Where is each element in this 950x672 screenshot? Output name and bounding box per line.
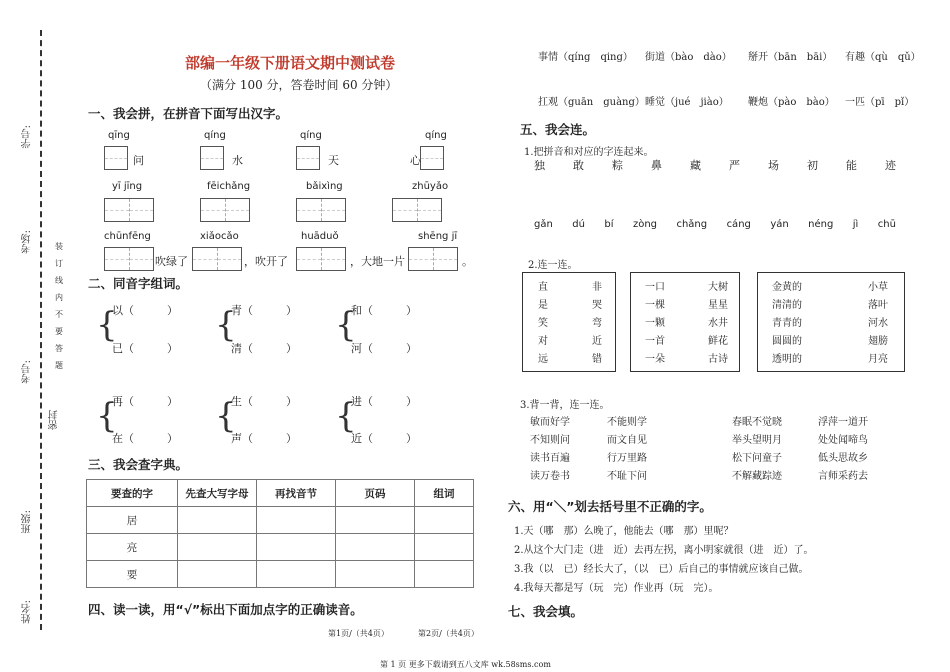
pinyin: fēichǎng xyxy=(207,181,251,192)
given-char: 水 xyxy=(232,154,243,167)
given-char: 天 xyxy=(328,154,339,167)
word-pair: 青（ ） xyxy=(231,304,297,317)
brace: { xyxy=(215,305,237,345)
writing-box[interactable] xyxy=(192,247,242,271)
pinyin: chūnfēng xyxy=(104,231,151,242)
pinyin: huādu​ǒ xyxy=(301,231,339,242)
given-char: 心 xyxy=(410,154,421,167)
answer-cell[interactable] xyxy=(336,507,415,534)
question-text: 3.背一背，连一连。 xyxy=(520,400,610,411)
reading-item: 睡觉（jué jiào） xyxy=(645,97,729,108)
question-text: 2.连一连。 xyxy=(528,260,578,271)
section-5-title: 五、我会连。 xyxy=(520,122,596,137)
poem-left: 春眠不觉晓 举头望明月 松下问童子 不解藏踪迹 xyxy=(732,417,782,482)
seal-label: 密封 xyxy=(49,410,60,430)
writing-box[interactable] xyxy=(392,198,442,222)
word-pair: 和（ ） xyxy=(351,304,417,317)
page-subtitle: （满分 100 分，答卷时间 60 分钟） xyxy=(200,78,398,92)
writing-box[interactable] xyxy=(408,247,458,271)
s6-items: 1.天（哪 那）么晚了，他能去（哪 那）里呢？ 2.从这个大门走（进 近）去再左拐，离小明家就很（进 近）了。 3.我（以 已）经长大了，（以 已）后自己的事情就应该自己做。 4.我每天都是写（玩 完）作业再（玩 完）。 xyxy=(514,526,814,594)
table-row: 亮 xyxy=(87,534,178,561)
writing-box[interactable] xyxy=(104,247,154,271)
writing-box[interactable] xyxy=(296,247,346,271)
word-pair: 生（ ） xyxy=(231,395,297,408)
proverb-right: 不能则学 而文自见 行万里路 不耻下问 xyxy=(607,417,647,482)
answer-cell[interactable] xyxy=(336,534,415,561)
box1-left: 直 是 笑 对 远 xyxy=(538,282,548,365)
word-pair: 已（ ） xyxy=(112,342,178,355)
brace: { xyxy=(335,305,357,345)
answer-cell[interactable] xyxy=(178,507,257,534)
sentence-text: 吹绿了 xyxy=(155,255,188,268)
class-label: 班级: xyxy=(22,510,33,534)
section-6-title: 六、用“＼”划去括号里不正确的字。 xyxy=(508,499,712,514)
page-number-2: 第2页/（共4页） xyxy=(418,629,479,638)
seal-warning: 装 订 线 内 不 要 答 题 xyxy=(55,242,63,370)
section-4-title: 四、读一读，用“√”标出下面加点字的正确读音。 xyxy=(88,602,363,617)
exam-number-label: 考号: xyxy=(22,360,33,384)
reading-item: 扛观（guān guàng） xyxy=(538,97,645,108)
pinyin-row: gǎn dú bí zòng chǎng cáng yán néng jì chū xyxy=(534,219,896,230)
pinyin: yī jīng xyxy=(112,181,143,192)
answer-cell[interactable] xyxy=(257,507,336,534)
name-label: 姓名: xyxy=(22,600,33,624)
pinyin: shēng jī xyxy=(418,231,458,242)
box2-left: 一口 一棵 一颗 一首 一朵 xyxy=(645,282,665,365)
table-header: 先查大写字母 xyxy=(178,480,257,507)
box3-right: 小草 落叶 河水 翅膀 月亮 xyxy=(868,282,888,365)
table-row: 居 xyxy=(87,507,178,534)
writing-box[interactable] xyxy=(104,146,128,170)
student-id-label: 学号: xyxy=(22,125,33,149)
writing-box[interactable] xyxy=(200,198,250,222)
pinyin: qíng xyxy=(300,130,322,141)
word-pair: 近（ ） xyxy=(351,432,417,445)
exam-room-label: 考场: xyxy=(22,230,33,254)
char-row: 独 敢 粽 鼻 藏 严 场 初 能 迹 xyxy=(534,159,896,172)
given-char: 问 xyxy=(133,154,144,167)
brace: { xyxy=(215,396,237,436)
download-footer: 第 1 页 更多下载请到五八文库 wk.58sms.com xyxy=(380,660,551,669)
word-pair: 再（ ） xyxy=(112,395,178,408)
answer-cell[interactable] xyxy=(336,561,415,588)
binding-line xyxy=(40,30,42,630)
table-header: 页码 xyxy=(336,480,415,507)
dictionary-table xyxy=(86,479,474,588)
reading-item: 有趣（qù qǔ） xyxy=(845,52,921,63)
question-text: 1.把拼音和对应的字连起来。 xyxy=(524,147,654,158)
brace: { xyxy=(335,396,357,436)
pinyin: bǎixìng xyxy=(306,181,343,192)
table-header: 要查的字 xyxy=(87,480,178,507)
pinyin: xiǎocǎo xyxy=(200,231,239,242)
section-2-title: 二、同音字组词。 xyxy=(88,276,189,291)
table-header: 再找音节 xyxy=(257,480,336,507)
answer-cell[interactable] xyxy=(257,561,336,588)
pinyin: qíng xyxy=(204,130,226,141)
sentence-text: ，吹开了 xyxy=(244,255,288,268)
reading-item: 事情（qíng qing） xyxy=(538,52,633,63)
writing-box[interactable] xyxy=(420,146,444,170)
writing-box[interactable] xyxy=(296,198,346,222)
sentence-text: ，大地一片 xyxy=(350,255,405,268)
reading-item: 一匹（pī pǐ） xyxy=(845,97,915,108)
word-pair: 以（ ） xyxy=(112,304,178,317)
word-pair: 清（ ） xyxy=(231,342,297,355)
pinyin: qíng xyxy=(425,130,447,141)
reading-item: 掰开（bān bāi） xyxy=(748,52,833,63)
word-pair: 声（ ） xyxy=(231,432,297,445)
proverb-left: 敏而好学 不知则问 读书百遍 读万卷书 xyxy=(530,417,570,482)
pinyin: zhūyǎo xyxy=(412,181,449,192)
pinyin: qīng xyxy=(108,130,130,141)
answer-cell[interactable] xyxy=(415,507,474,534)
page-number-1: 第1页/（共4页） xyxy=(328,629,389,638)
answer-cell[interactable] xyxy=(415,534,474,561)
page-title: 部编一年级下册语文期中测试卷 xyxy=(185,54,396,72)
word-pair: 在（ ） xyxy=(112,432,178,445)
section-1-title: 一、我会拼，在拼音下面写出汉字。 xyxy=(88,106,289,121)
brace: { xyxy=(96,305,118,345)
poem-right: 浮萍一道开 处处闻啼鸟 低头思故乡 言师采药去 xyxy=(818,417,868,482)
answer-cell[interactable] xyxy=(257,534,336,561)
word-pair: 进（ ） xyxy=(351,395,417,408)
sentence-text: 。 xyxy=(462,255,473,268)
writing-box[interactable] xyxy=(296,146,320,170)
writing-box[interactable] xyxy=(104,198,154,222)
reading-item: 鞭炮（pào bào） xyxy=(748,97,835,108)
answer-cell[interactable] xyxy=(178,561,257,588)
box3-left: 金黄的 清清的 青青的 圆圆的 透明的 xyxy=(772,282,802,365)
box1-right: 非 哭 弯 近 错 xyxy=(592,282,602,365)
table-row: 要 xyxy=(87,561,178,588)
word-pair: 河（ ） xyxy=(351,342,417,355)
brace: { xyxy=(96,396,118,436)
section-3-title: 三、我会查字典。 xyxy=(88,457,189,472)
answer-cell[interactable] xyxy=(415,561,474,588)
reading-item: 街道（bào dào） xyxy=(645,52,732,63)
table-header: 组词 xyxy=(415,480,474,507)
box2-right: 大树 星星 水井 鲜花 古诗 xyxy=(708,282,728,365)
answer-cell[interactable] xyxy=(178,534,257,561)
writing-box[interactable] xyxy=(200,146,224,170)
section-7-title: 七、我会填。 xyxy=(508,604,584,619)
